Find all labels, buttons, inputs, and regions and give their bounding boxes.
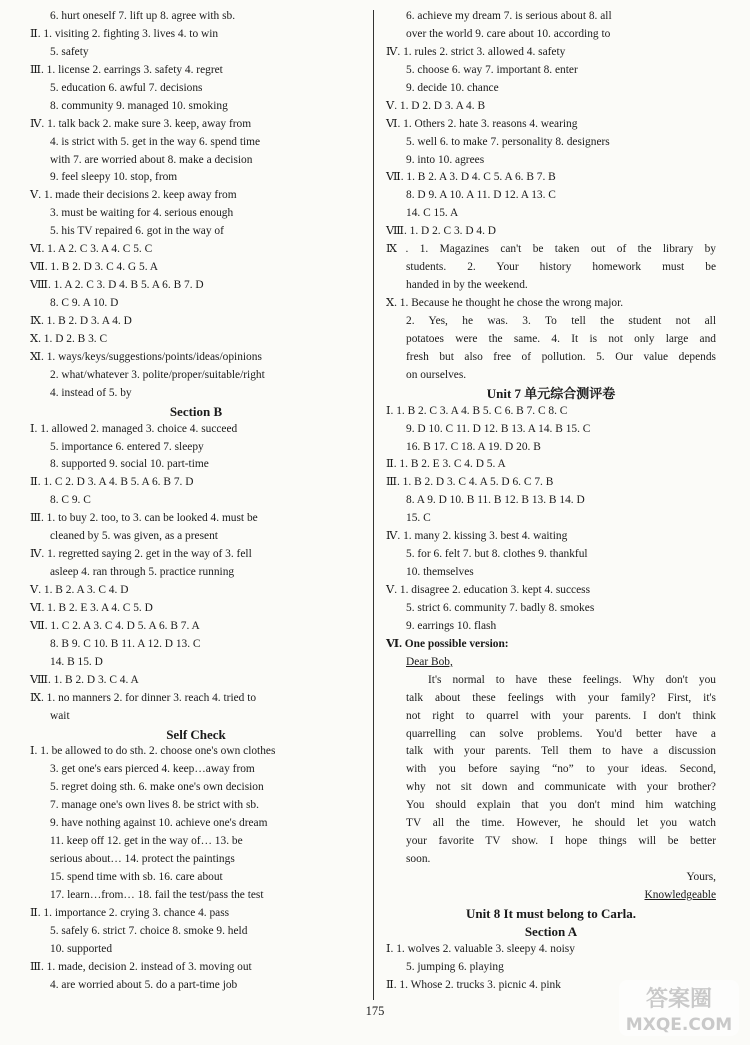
answer-line: Ⅺ. 1. ways/keys/suggestions/points/ideas/opinions [30,350,262,363]
section-heading: Section A [524,923,578,939]
answer-line: 5. jumping 6. playing [406,960,504,973]
answer-line: 15. C [406,512,431,525]
answer-line: 5. well 6. to make 7. personality 8. designers [406,135,610,148]
answer-line: Dear Bob, [406,655,453,668]
answer-line: Ⅱ. 1. C 2. D 3. A 4. B 5. A 6. B 7. D [30,476,194,489]
answer-line: Ⅱ. 1. Whose 2. trucks 3. picnic 4. pink [386,978,561,991]
answer-line: 8. B 9. C 10. B 11. A 12. D 13. C [50,637,201,650]
answer-line: Ⅰ. 1. be allowed to do sth. 2. choose one's own clothes [30,745,276,758]
answer-line: 8. D 9. A 10. A 11. D 12. A 13. C [406,189,556,202]
section-heading: Self Check [166,726,226,742]
answer-line: Ⅴ. 1. B 2. A 3. C 4. D [30,584,129,596]
answer-line: Ⅲ. 1. B 2. D 3. C 4. A 5. D 6. C 7. B [386,476,554,489]
answer-line: Ⅴ. 1. made their decisions 2. keep away from [30,189,237,202]
answer-line: Knowledgeable [644,888,716,901]
answer-line: Yours, [686,871,716,883]
answer-line: quarrelling can solve problems. You'd better have a [406,727,716,740]
answer-line: Ⅱ. 1. visiting 2. fighting 3. lives 4. to win [30,27,219,40]
answer-line: Ⅵ. 1. B 2. E 3. A 4. C 5. D [30,601,153,614]
answer-line: 8. C 9. A 10. D [50,297,119,309]
answer-line: your favorite TV show. I hope things will be better [406,835,716,848]
answer-line: It's normal to have these feelings. Why don't you [428,673,716,686]
page-number: 175 [365,1004,385,1018]
answer-line: cleaned by 5. was given, as a present [50,530,218,543]
answer-line: 8. C 9. C [50,494,91,507]
answer-line: fresh but also free of pollution. 5. Our value depends [406,350,716,363]
answer-line: Ⅵ. One possible version: [386,637,509,650]
answer-line: 5. safety [50,45,89,58]
answer-line: 14. C 15. A [406,207,459,220]
answer-line: 4. instead of 5. by [50,386,132,399]
answer-line: 2. what/whatever 3. polite/proper/suitable/right [50,368,265,381]
section-heading: Unit 8 It must belong to Carla. [465,905,637,921]
answer-line: Ⅲ. 1. license 2. earrings 3. safety 4. regret [30,63,223,76]
answer-line: Ⅶ. 1. C 2. A 3. C 4. D 5. A 6. B 7. A [30,619,200,632]
answer-line: Ⅳ. 1. many 2. kissing 3. best 4. waiting [386,530,568,543]
section-heading: Section B [169,403,223,419]
answer-line: 5. choose 6. way 7. important 8. enter [406,63,578,76]
left-answer-column [30,8,362,995]
answer-line: Ⅲ. 1. made, decision 2. instead of 3. moving out [30,960,252,973]
answer-line: Ⅸ. 1. no manners 2. for dinner 3. reach 4. tried to [30,691,257,704]
answer-line: 9. have nothing against 10. achieve one's dream [50,817,268,830]
answer-line: 3. must be waiting for 4. serious enough [50,207,234,220]
answer-line: TV all the time. However, he should let you watch [406,817,716,830]
section-heading: Unit 7 单元综合测评卷 [486,385,616,401]
answer-line: Ⅶ. 1. B 2. A 3. D 4. C 5. A 6. B 7. B [386,171,556,184]
answer-line: 5. education 6. awful 7. decisions [50,81,203,94]
answer-line: 4. is strict with 5. get in the way 6. spend time [50,135,261,148]
answer-line: 5. safely 6. strict 7. choice 8. smoke 9. held [50,924,248,937]
answer-line: 5. strict 6. community 7. badly 8. smokes [406,601,595,614]
answer-line: 10. themselves [406,566,474,579]
answer-line: Ⅷ. 1. B 2. D 3. C 4. A [30,673,139,686]
answer-line: 15. spend time with sb. 16. care about [50,871,223,883]
answer-line: 17. learn…from… 18. fail the test/pass the test [50,888,264,901]
answer-line: 8. A 9. D 10. B 11. B 12. B 13. B 14. D [406,494,585,507]
answer-line: serious about… 14. protect the paintings [50,853,235,866]
answer-line: You should explain that you don't mind him watching [406,799,716,812]
answer-line: Ⅰ. 1. allowed 2. managed 3. choice 4. succeed [30,422,238,435]
answer-line: on ourselves. [406,368,467,381]
answer-line: wait [50,709,70,722]
answer-line: 8. community 9. managed 10. smoking [50,99,228,112]
answer-line: 5. regret doing sth. 6. make one's own decision [50,781,264,794]
answer-line: students. 2. Your history homework must be [406,261,716,274]
right-answer-column [386,8,716,995]
svg-text:答案圈: 答案圈 [645,987,713,1012]
answer-line: why not sit down and communicate with your brother? [406,781,716,794]
answer-line: potatoes were the same. 4. It is not only large and [406,332,716,345]
answer-line: Ⅰ. 1. wolves 2. valuable 3. sleepy 4. noisy [386,942,575,955]
answer-line: with you before saying “no” to your ideas. Second, [406,763,716,776]
watermark-logo-icon [617,976,741,1040]
answer-line: Ⅴ. 1. disagree 2. education 3. kept 4. success [386,584,591,596]
answer-line: 5. his TV repaired 6. got in the way of [50,225,224,238]
answer-line: asleep 4. ran through 5. practice running [50,566,235,579]
answer-line: Ⅸ. 1. Magazines can't be taken out of the library by [386,243,716,256]
answer-line: 9. feel sleepy 10. stop, from [50,171,178,184]
answer-line: Ⅵ. 1. A 2. C 3. A 4. C 5. C [30,243,153,256]
answer-line: soon. [406,853,431,866]
answer-line: not right to quarrel with your parents. I don't think [406,709,716,722]
answer-line: Ⅱ. 1. B 2. E 3. C 4. D 5. A [386,458,506,471]
answer-line: Ⅳ. 1. rules 2. strict 3. allowed 4. safety [386,45,566,58]
answer-line: 9. earrings 10. flash [406,619,497,632]
answer-line: 14. B 15. D [50,655,103,668]
answer-line: 6. hurt oneself 7. lift up 8. agree with sb. [50,10,236,22]
answer-line: Ⅴ. 1. D 2. D 3. A 4. B [386,99,486,112]
answer-line: Ⅷ. 1. D 2. C 3. D 4. D [386,225,497,238]
answer-line: Ⅶ. 1. B 2. D 3. C 4. G 5. A [30,261,158,274]
answer-line: 16. B 17. C 18. A 19. D 20. B [406,440,541,453]
answer-line: 3. get one's ears pierced 4. keep…away from [50,763,255,776]
answer-line: with 7. are worried about 8. make a decision [50,153,253,166]
answer-line: Ⅳ. 1. talk back 2. make sure 3. keep, away from [30,117,252,130]
answer-line: over the world 9. care about 10. according to [406,27,611,40]
answer-line: Ⅵ. 1. Others 2. hate 3. reasons 4. wearing [386,117,578,130]
answer-line: 4. are worried about 5. do a part-time job [50,978,238,991]
column-divider [373,10,374,1000]
answer-line: 8. supported 9. social 10. part-time [50,458,209,471]
answer-line: Ⅸ. 1. B 2. D 3. A 4. D [30,314,132,327]
answer-line: 9. D 10. C 11. D 12. B 13. A 14. B 15. C [406,422,591,435]
answer-line: handed in by the weekend. [406,279,528,292]
answer-line: 5. importance 6. entered 7. sleepy [50,440,204,453]
answer-line: Ⅰ. 1. B 2. C 3. A 4. B 5. C 6. B 7. C 8. C [386,404,568,417]
answer-line: 5. for 6. felt 7. but 8. clothes 9. thankful [406,548,588,561]
answer-line: talk about these feelings with your family? First, it's [406,691,716,704]
answer-line: Ⅲ. 1. to buy 2. too, to 3. can be looked 4. must be [30,512,258,525]
answer-line: 2. Yes, he was. 3. To tell the student not all [406,314,716,327]
svg-text:MXQE.COM: MXQE.COM [625,1015,733,1035]
answer-line: 11. keep off 12. get in the way of… 13. be [50,835,243,848]
answer-line: 9. decide 10. chance [406,81,499,94]
answer-line: 9. into 10. agrees [406,153,485,166]
answer-line: Ⅹ. 1. D 2. B 3. C [30,332,108,345]
answer-line: Ⅷ. 1. A 2. C 3. D 4. B 5. A 6. B 7. D [30,279,204,292]
answer-line: Ⅱ. 1. importance 2. crying 3. chance 4. pass [30,906,230,919]
answer-line: talk with your parents. Tell them to have a discussion [406,745,716,758]
answer-line: 6. achieve my dream 7. is serious about 8. all [406,10,612,22]
answer-line: Ⅹ. 1. Because he thought he chose the wrong major. [386,297,624,309]
answer-line: 10. supported [50,942,113,955]
answer-line: Ⅳ. 1. regretted saying 2. get in the way of 3. fell [30,548,252,561]
answer-line: 7. manage one's own lives 8. be strict with sb. [50,799,259,812]
